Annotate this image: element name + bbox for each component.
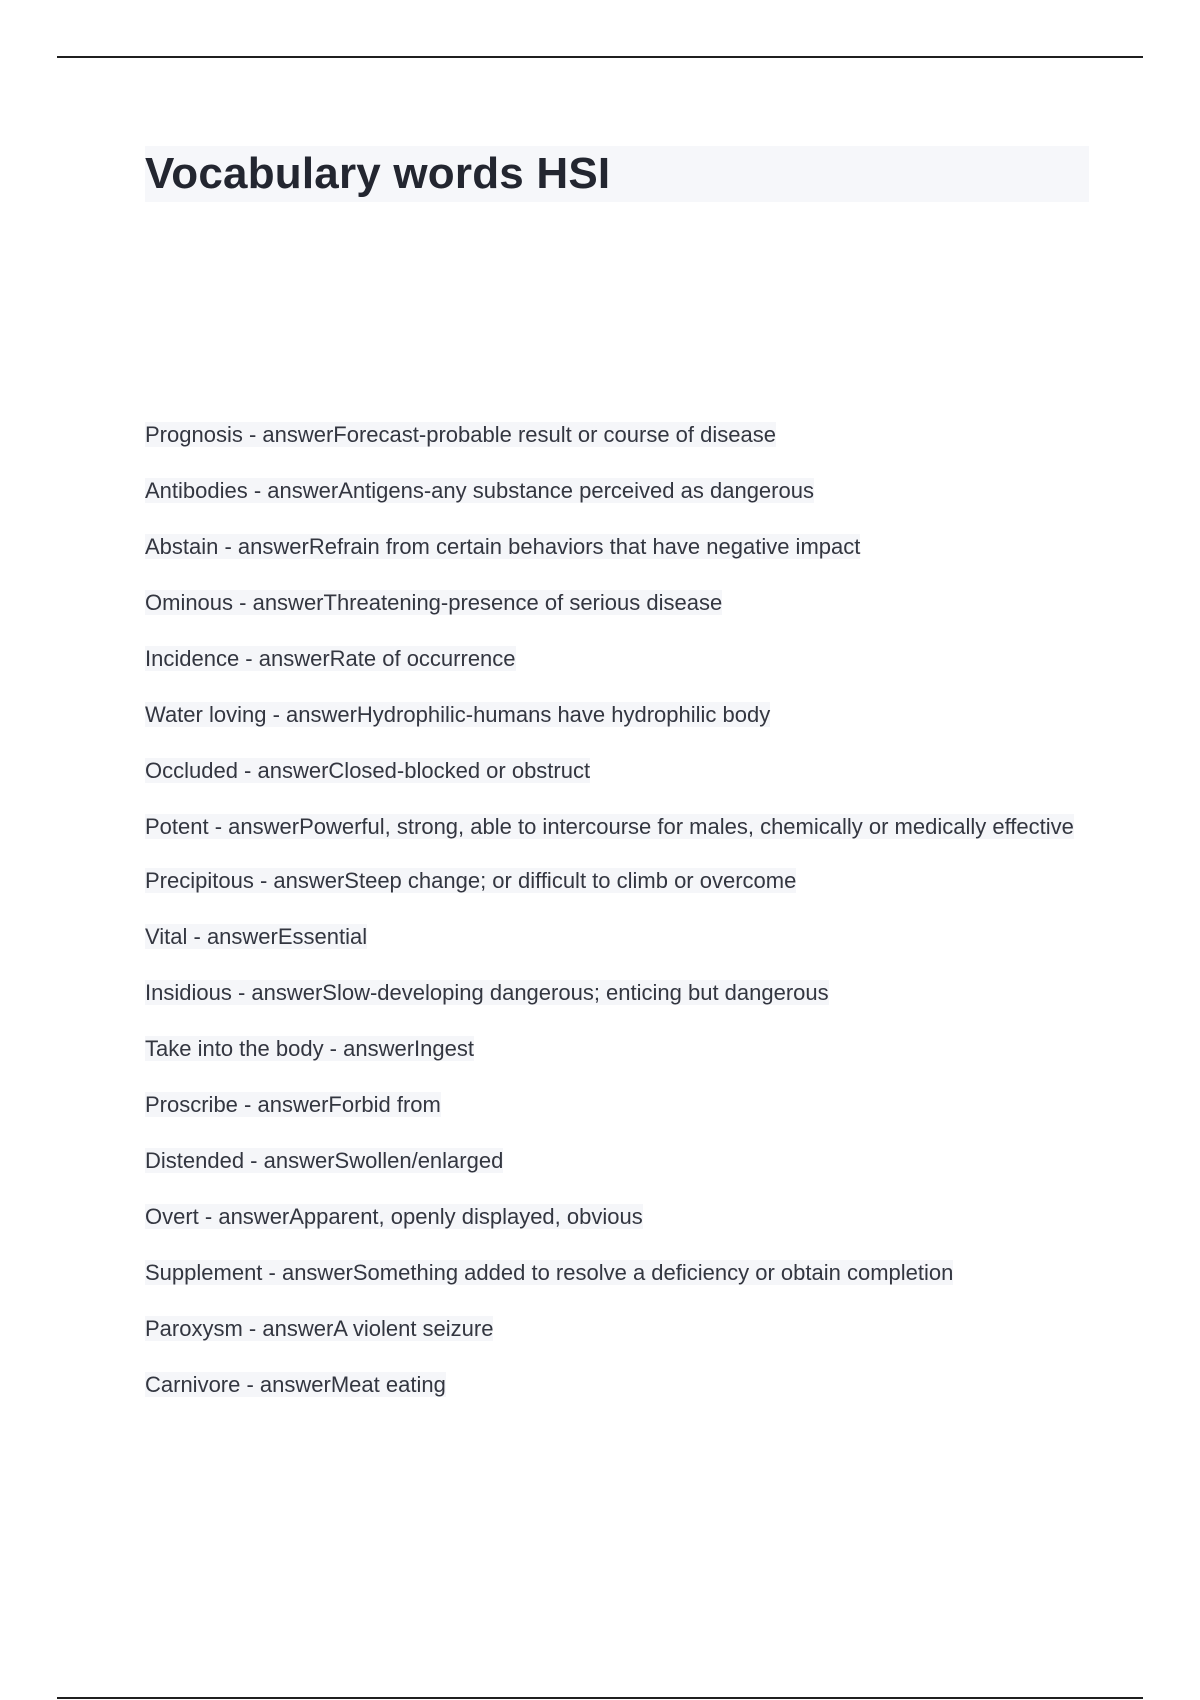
vocab-entry (145, 978, 1075, 1007)
vocab-entry-text: Distended - answerSwollen/enlarged (145, 1148, 504, 1173)
vocab-entry-text: Occluded - answerClosed-blocked or obstruct (145, 758, 591, 783)
vocab-entry (145, 532, 1075, 561)
vocab-entry (145, 1090, 1075, 1119)
vocab-entry-text: Precipitous - answerSteep change; or difficult to climb or overcome (145, 868, 797, 893)
vocab-entry-text: Carnivore - answerMeat eating (145, 1372, 446, 1397)
vocab-entry (145, 644, 1075, 673)
page-title: Vocabulary words HSI (145, 149, 611, 198)
vocab-entry (145, 756, 1075, 785)
vocab-entry (145, 1258, 1075, 1287)
vocab-entry-text: Abstain - answerRefrain from certain behaviors that have negative impact (145, 534, 861, 559)
vocab-entry (145, 1202, 1075, 1231)
vocab-entry-text: Incidence - answerRate of occurrence (145, 646, 516, 671)
vocab-entry (145, 922, 1075, 951)
vocab-entry-text: Ominous - answerThreatening-presence of serious disease (145, 590, 723, 615)
vocab-entry-text: Insidious - answerSlow-developing dangerous; enticing but dangerous (145, 980, 829, 1005)
vocab-entry (145, 1314, 1075, 1343)
vocab-entry (145, 700, 1075, 729)
vocab-entry-text: Antibodies - answerAntigens-any substance perceived as dangerous (145, 478, 814, 503)
vocab-entry-text: Water loving - answerHydrophilic-humans have hydrophilic body (145, 702, 771, 727)
vocab-entry (145, 588, 1075, 617)
vocab-entry-text: Paroxysm - answerA violent seizure (145, 1316, 494, 1341)
vocab-entry-text: Supplement - answerSomething added to resolve a deficiency or obtain completion (145, 1260, 954, 1285)
vocab-entry (145, 420, 1075, 449)
vocabulary-list (145, 420, 1075, 1426)
vocab-entry (145, 1370, 1075, 1399)
vocab-entry-text: Potent - answerPowerful, strong, able to intercourse for males, chemically or medically effective (145, 814, 1074, 839)
vocab-entry-text: Vital - answerEssential (145, 924, 368, 949)
vocab-entry (145, 476, 1075, 505)
top-rule (57, 56, 1143, 58)
vocab-entry (145, 812, 1075, 841)
vocab-entry-text: Take into the body - answerIngest (145, 1036, 474, 1061)
bottom-rule (57, 1697, 1143, 1699)
vocab-entry-text: Overt - answerApparent, openly displayed, obvious (145, 1204, 643, 1229)
vocab-entry-text: Prognosis - answerForecast-probable result or course of disease (145, 422, 776, 447)
vocab-entry (145, 1034, 1075, 1063)
vocab-entry-text: Proscribe - answerForbid from (145, 1092, 441, 1117)
vocab-entry (145, 866, 1075, 895)
vocab-entry (145, 1146, 1075, 1175)
